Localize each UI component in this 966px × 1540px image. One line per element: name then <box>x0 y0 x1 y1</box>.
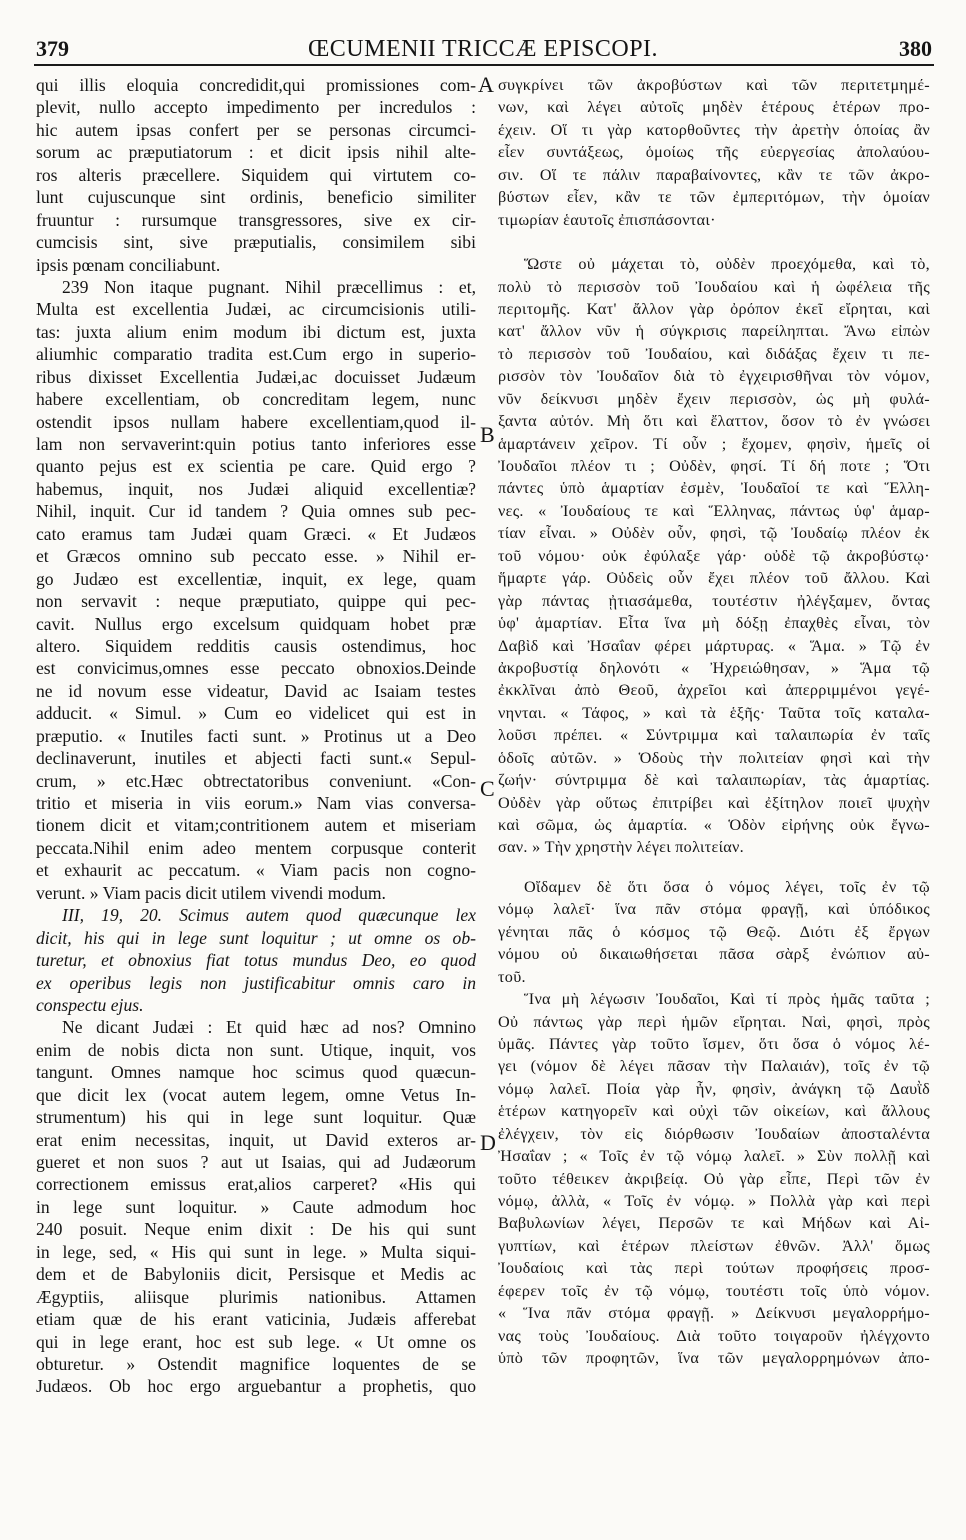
latin-line: ribus dixisset Excellentia Judæi,ac docuisset Judæum <box>36 366 476 387</box>
greek-line: ὁδοῖς αὐτῶν. » Ὁδοὺς τὴν πολιτείαν φησὶ καὶ τὴν <box>498 748 930 767</box>
latin-line: adducit. « Simul. » Cum eo videlicet qui est in <box>36 703 476 724</box>
latin-line: declinaverunt, inutiles et abjecti facti sunt.« Sepul- <box>36 748 476 769</box>
greek-line: Ὥστε οὐ μάχεται τὸ, οὐδὲν προεχόμεθα, καὶ τὸ, <box>524 255 930 274</box>
latin-line: quanto pejus est ex scientia pe care. Quid ergo ? <box>36 456 476 477</box>
section-marker-d: D <box>480 1130 496 1155</box>
header-rule <box>34 64 934 66</box>
latin-line: verunt. » Viam pacis dicit utilem vivendi modum. <box>36 882 386 903</box>
latin-line: est convicimus,omnes esse peccato obnoxios.Deinde <box>36 658 476 679</box>
latin-line: conspectu ejus. <box>36 994 144 1015</box>
greek-line <box>498 1370 930 1392</box>
greek-line: Οὐ πάντως γὰρ περὶ ἡμῶν εἴρηται. Ναὶ, φησὶ, πρὸς <box>498 1012 930 1031</box>
latin-line: dicit, his qui in lege sunt loquitur ; ut omne os ob- <box>36 927 476 948</box>
greek-line: ρισσὸν τὸν Ἰουδαῖον διὰ τὸ ἐγχειρισθῆναι τὸν νόμον, <box>498 367 930 386</box>
greek-line: ἀκροβυστίᾳ δηλονότι « Ἠχρειώθησαν, » Ἅμα τῷ <box>498 658 930 677</box>
section-marker-a: A <box>478 72 494 97</box>
latin-line: III, 19, 20. Scimus autem quod quæcunque lex <box>62 905 476 926</box>
latin-line: lam non servaverint:quin potius tanto inferiores esse <box>36 434 476 454</box>
latin-line: tangunt. Omnes namque hoc scimus quod quæcun- <box>36 1062 476 1083</box>
latin-line: lunt cujuscunque sint ordinis, beneficio similiter <box>36 187 476 208</box>
greek-line: ὑφ' ἁμαρτίαν. Εἶτα ἵνα μὴ δόξῃ ἐπαχθὲς εἶναι, τὸν <box>498 614 930 633</box>
greek-line: ἐλέγχειν, τὸν εἰς διόρθωσιν Ἰουδαίων ἀποσταλέντα <box>498 1124 930 1143</box>
latin-line: Judæos. Ob hoc ergo arguebantur a prophetis, quo <box>36 1376 476 1397</box>
latin-line: plevit, nullo accepto impedimento per incredulos : <box>36 97 476 118</box>
latin-line: 240 posuit. Neque enim dixit : De his qui sunt <box>36 1219 476 1240</box>
paragraph-gap <box>498 859 930 876</box>
latin-line: ex operibus legis non justificabitur omnis caro in <box>36 972 476 993</box>
greek-line: τὸ περισσὸν τοῦ Ἰουδαίου, καὶ διδάξας ἔχειν τι πε- <box>498 344 930 363</box>
greek-line: νόμου οὐ δικαιωθήσεται πᾶσα σὰρξ ἐνώπιον αὐ- <box>498 945 930 964</box>
latin-line: Ne dicant Judæi : Et quid hæc ad nos? Omnino <box>62 1017 476 1038</box>
greek-line: Ἰουδαίοις καὶ τὰς περὶ τούτων προφήσεις προσ- <box>498 1259 930 1278</box>
latin-line: cavit. Nullus ergo excelsum quidquam hobet præ <box>36 613 476 634</box>
greek-column <box>498 74 930 1392</box>
greek-line: πολὺ τὸ περισσὸν τοῦ Ἰουδαίου καὶ ἡ ὠφέλεια τῆς <box>498 277 930 296</box>
greek-line: νόμῳ, ἀλλὰ, « Τοῖς ἐν νόμῳ. » Πολλὰ γὰρ καὶ περὶ <box>498 1192 930 1210</box>
greek-line: ἁμαρτάνειν χεῖρον. Τί οὖν ; ἔχομεν, φησὶν, ἡμεῖς οἱ <box>498 434 930 453</box>
greek-line: συγκρίνει τῶν ἀκροβύστων καὶ τῶν περιτετμημέ- <box>498 76 930 94</box>
greek-line: « Ἵνα πᾶν στόμα φραγῇ. » Δείκνυσι μεγαλορρήμο- <box>498 1304 930 1323</box>
latin-line: ipsis pœnam conciliabunt. <box>36 254 221 275</box>
latin-line: qui in lege erant, hoc est sub lege. « Ut omne os <box>36 1331 476 1352</box>
greek-line: ἑτέρων κατηγορεῖν καὶ οὐχὶ τῶν οἰκείων, καὶ ἄλλους <box>498 1102 930 1121</box>
greek-line: ἥμαρτε γάρ. Οὐδεὶς οὖν ἔχει πλέον τοῦ ἄλλου. Καὶ <box>498 569 930 588</box>
greek-line: εἶεν συντάξεως, ὁμοίως τῆς εὐεργεσίας ἀπολαύου- <box>498 143 930 162</box>
greek-line: σιν. Οἵ τε πάλιν παραβαίνοντες, κἂν τε τῶν ἀκρο- <box>498 165 930 184</box>
latin-line: præputio. « Inutiles facti sunt. » Protinus ut a Deo <box>36 725 476 746</box>
latin-line: et exhaurit ac peccatum. « Viam pacis non cogno- <box>36 860 476 881</box>
latin-line: turetur, et obnoxius fiat totus mundus Deo, eo quod <box>36 950 476 971</box>
latin-line: peccata.Nihil enim adeo mentem corpusque conterit <box>36 837 476 858</box>
greek-line: έφερεν τοῖς ἐν τῷ νόμῳ, τουτέστι τοῖς ὑπὸ νόμον. <box>498 1281 930 1300</box>
greek-line: περιτομῆς. Κατ' ἄλλον γὰρ ὀρόπον ἐκεῖ εἴρηται, καὶ <box>498 299 930 318</box>
greek-line: νῦν δείκνυσι μηδὲν ἔχειν περισσὸν, ὡς μὴ φυλά- <box>498 389 930 408</box>
latin-line: habemus, inquit, nos Judæi aliquid excellentiæ? <box>36 478 476 499</box>
greek-line: καὶ σῶμα, ὡς ἁμαρτία. « Ὁδὸν εἰρήνης οὐκ ἔγνω- <box>498 816 930 834</box>
greek-line: ὑμᾶς. Πάντες γὰρ τοῦτο ἴσμεν, ὅτι ὅσα ὁ νόμος λέ- <box>498 1034 930 1053</box>
latin-line: go Judæo est excellentiæ, inquit, ex lege, quam <box>36 568 476 589</box>
latin-line: Nihil, inquit. Cur id tandem ? Quia omnes sub pec- <box>36 501 476 522</box>
paragraph-gap <box>498 231 930 253</box>
greek-line: ἐκκλῖναι ἀπὸ Θεοῦ, ἀχρεῖοι καὶ ἀπερριμμένοι γεγέ- <box>498 681 930 700</box>
latin-line: qui illis eloquia concredidit,qui promissiones com- <box>36 75 476 95</box>
greek-line: Οὐδὲν γὰρ οὕτως ἐπιτρίβει καὶ ἐξίτηλον ποιεῖ ψυχὴν <box>498 793 930 812</box>
page-number-right: 380 <box>899 36 932 61</box>
latin-line: tritio et miseria in viis eorum.» Nam vias conversa- <box>36 793 476 813</box>
greek-line: πάντες ὑπὸ ἁμαρτίαν ἐσμὲν, Ἰουδαῖοί τε καὶ Ἕλλη- <box>498 479 930 498</box>
latin-line: Multa est excellentia Judæi, ac circumcisionis utili- <box>36 299 476 320</box>
latin-line: obturetur. » Ostendit magnifice loquentes de se <box>36 1353 476 1374</box>
greek-line: τοῦτο τέθεικεν ἀκριβείᾳ. Οὐ γὰρ εἶπε, Περὶ τῶν ἐν <box>498 1169 930 1188</box>
greek-line: νηνται. « Τάφος, » καὶ τὰ ἑξῆς· Ταῦτα τοῖς καταλα- <box>498 703 930 722</box>
latin-line: cato eramus tam Judæi quam Græci. « Et Judæos <box>36 523 476 544</box>
greek-line: τοῦ. <box>498 967 526 986</box>
greek-line: νόμῳ λαλεῖ· ἵνα πᾶν στόμα φραγῇ, καὶ ὑπόδικος <box>498 900 930 919</box>
running-title: ŒCUMENII TRICCÆ EPISCOPI. <box>307 36 659 62</box>
section-marker-c: C <box>480 776 495 801</box>
latin-column <box>36 74 476 1398</box>
greek-line: σαν. » Τὴν χρηστὴν λέγει πολιτείαν. <box>498 838 744 857</box>
latin-line: fruuntur : rursumque transgressores, sive ex cir- <box>36 209 476 230</box>
latin-line: crum, » etc.Hæc obtrectatoribus conveniunt. «Con- <box>36 770 476 791</box>
greek-line: νες. « Ἰουδαίους τε καὶ Ἕλληνας, πάντως ὑφ' ἁμαρ- <box>498 501 930 520</box>
greek-line: κατ' ἄλλον νῦν ἡ σύγκρισις παρείληπται. Ἄνω εἰπὼν <box>498 322 930 341</box>
greek-line: γὰρ πάντας ᾐτιασάμεθα, τουτέστιν ἠλέγξαμεν, ὄντας <box>498 591 930 610</box>
greek-line: έχειν. Οἵ τι γὰρ κατορθοῦντες τὴν ἀρετὴν ὁποίας ἂν <box>498 120 930 139</box>
latin-line: strumentum) his qui in lege sunt loquitur. Quæ <box>36 1107 476 1128</box>
latin-line: correctionem emissus erat,alios carperet? «His qui <box>36 1174 476 1195</box>
greek-line: λοῦσι πρέπει. « Σύντριμμα καὶ ταλαιπωρία ἐν ταῖς <box>498 726 930 745</box>
greek-line: Βαβυλωνίων λέγει, Περσῶν τε καὶ Μήδων καὶ Αἰ- <box>498 1214 930 1233</box>
latin-line: in lege, sed, « His qui sunt in lege. » Multa siqui- <box>36 1241 476 1262</box>
latin-line: ros alteris præcellere. Siquidem qui virtutem co- <box>36 164 476 185</box>
greek-line: Οἴδαμεν δὲ ὅτι ὅσα ὁ νόμος λέγει, τοῖς ἐν τῷ <box>524 877 930 896</box>
greek-line: ξαντα αὐτόν. Μὴ ὅτι καὶ ἔλαττον, ὅσον τὸ ἐν γνώσει <box>498 412 930 431</box>
latin-line: hic autem ipsas confert per se personas circumci- <box>36 119 476 140</box>
latin-line: habere excellentiam, ob concreditam legem, nunc <box>36 389 476 410</box>
latin-line: ne id novum esse videatur, David ac Isaiam testes <box>36 680 476 701</box>
latin-line: cumcisis sint, sive præputialis, consimilem sibi <box>36 232 476 253</box>
latin-line: ostendit ipsos nullam habere excellentiam,quod il- <box>36 411 476 432</box>
greek-line: ὑπὸ τῶν προφητῶν, ἵνα τῶν μεγαλορρημόνων ἀπο- <box>498 1349 930 1368</box>
latin-line: enim de nobis dicta non sunt. Utique, inquit, vos <box>36 1039 476 1060</box>
greek-line: τιμωρίαν ἑαυτοῖς ἐπισπάσονται· <box>498 210 716 229</box>
latin-line: non servavit : neque præputiato, quippe qui pec- <box>36 591 476 612</box>
greek-line: ζωήν· σύντριμμα δὲ καὶ ταλαιπωρίαν, τὰς ἁμαρτίας. <box>498 771 930 790</box>
latin-line: aliumhic comparatio tradita est.Cum ergo in superio- <box>36 344 476 365</box>
greek-line: τίαν εἶναι. » Οὐδὲν οὖν, φησὶ, τῷ Ἰουδαίῳ πλέον ἐκ <box>498 524 930 543</box>
latin-line: 239 Non itaque pugnant. Nihil præcellimus : et, <box>62 276 476 297</box>
greek-line: νων, καὶ λέγει αὐτοῖς μηδὲν ἑτέρους ἑτέρων προ- <box>498 98 930 117</box>
latin-line: que dicit lex (vocat autem legem, omne Vetus In- <box>36 1084 476 1105</box>
section-marker-b: B <box>480 422 495 447</box>
latin-line: etiam quæ de his erant vaticinia, Judæis afferebat <box>36 1309 476 1330</box>
latin-line: sorum ac præputiatorum : et dicit ipsis nihil alte- <box>36 142 476 163</box>
greek-line: Ἰουδαῖοι πλέον τι ; Οὐδὲν, φησί. Τί δή ποτε ; Ὅτι <box>498 457 930 475</box>
latin-line: et Græcos omnino sub peccato esse. » Nihil er- <box>36 546 476 567</box>
greek-line: νας τοὺς Ἰουδαίους. Διὰ τοῦτο τοιγαροῦν ἠλέγχοντο <box>498 1326 930 1345</box>
greek-line: γυπτίων, καὶ ἑτέρων πλείστων ἐθνῶν. Ἀλλ' ὅμως <box>498 1236 930 1255</box>
greek-line: γει (νόμον δὲ λέγει πᾶσαν τὴν Παλαιάν), τοῖς ἐν τῷ <box>498 1057 930 1076</box>
greek-line: τοῦ νόμου· οὐκ ἐφύλαξε γάρ· οὐδὲ τῷ ἀκροβύστῳ· <box>498 546 930 565</box>
greek-line: Δαβὶδ καὶ Ἠσαΐαν φέρει μάρτυρας. « Ἅμα. » Τῷ ἐν <box>498 636 930 655</box>
greek-line: Ἵνα μὴ λέγωσιν Ἰουδαῖοι, Καὶ τί πρὸς ἡμᾶς ταῦτα ; <box>524 990 930 1009</box>
page-number-left: 379 <box>36 36 69 61</box>
latin-line: altero. Siquidem redditis causis ostendimus, hoc <box>36 635 476 656</box>
greek-line: βύστων εἶεν, κἂν τε τῶν ἐμπεριτόμων, τὴν ὁμοίαν <box>498 188 930 207</box>
latin-line: gueret et non suos ? aut ut Isaias, qui ad Judæorum <box>36 1152 476 1172</box>
latin-line: in lege sunt loquitur. » Caute admodum hoc <box>36 1196 476 1217</box>
greek-line: νόμῳ λαλεῖ. Ποία γὰρ ἦν, φησὶν, ἀνάγκη τῷ Δαυῒδ <box>498 1079 930 1098</box>
latin-line: tionem dicit et vitam;contritionem autem et miseriam <box>36 815 476 836</box>
latin-line: Ægyptiis, aliisque plurimis nationibus. Attamen <box>36 1286 476 1307</box>
latin-line: erat enim necessitas, inquit, ut David exteros ar- <box>36 1129 476 1150</box>
latin-line: dem et de Babyloniis dicit, Persisque et Medis ac <box>36 1264 476 1285</box>
latin-line: tas: juxta alium enim modum ibi dictum est, juxta <box>36 321 476 342</box>
greek-line: Ἠσαΐαν ; « Τοῖς ἐν τῷ νόμῳ λαλεῖ. » Σὺν πολλῇ καὶ <box>498 1147 930 1166</box>
greek-line: γένηται πᾶς ὁ κόσμος τῷ Θεῷ. Διότι ἐξ ἔργων <box>498 922 930 941</box>
